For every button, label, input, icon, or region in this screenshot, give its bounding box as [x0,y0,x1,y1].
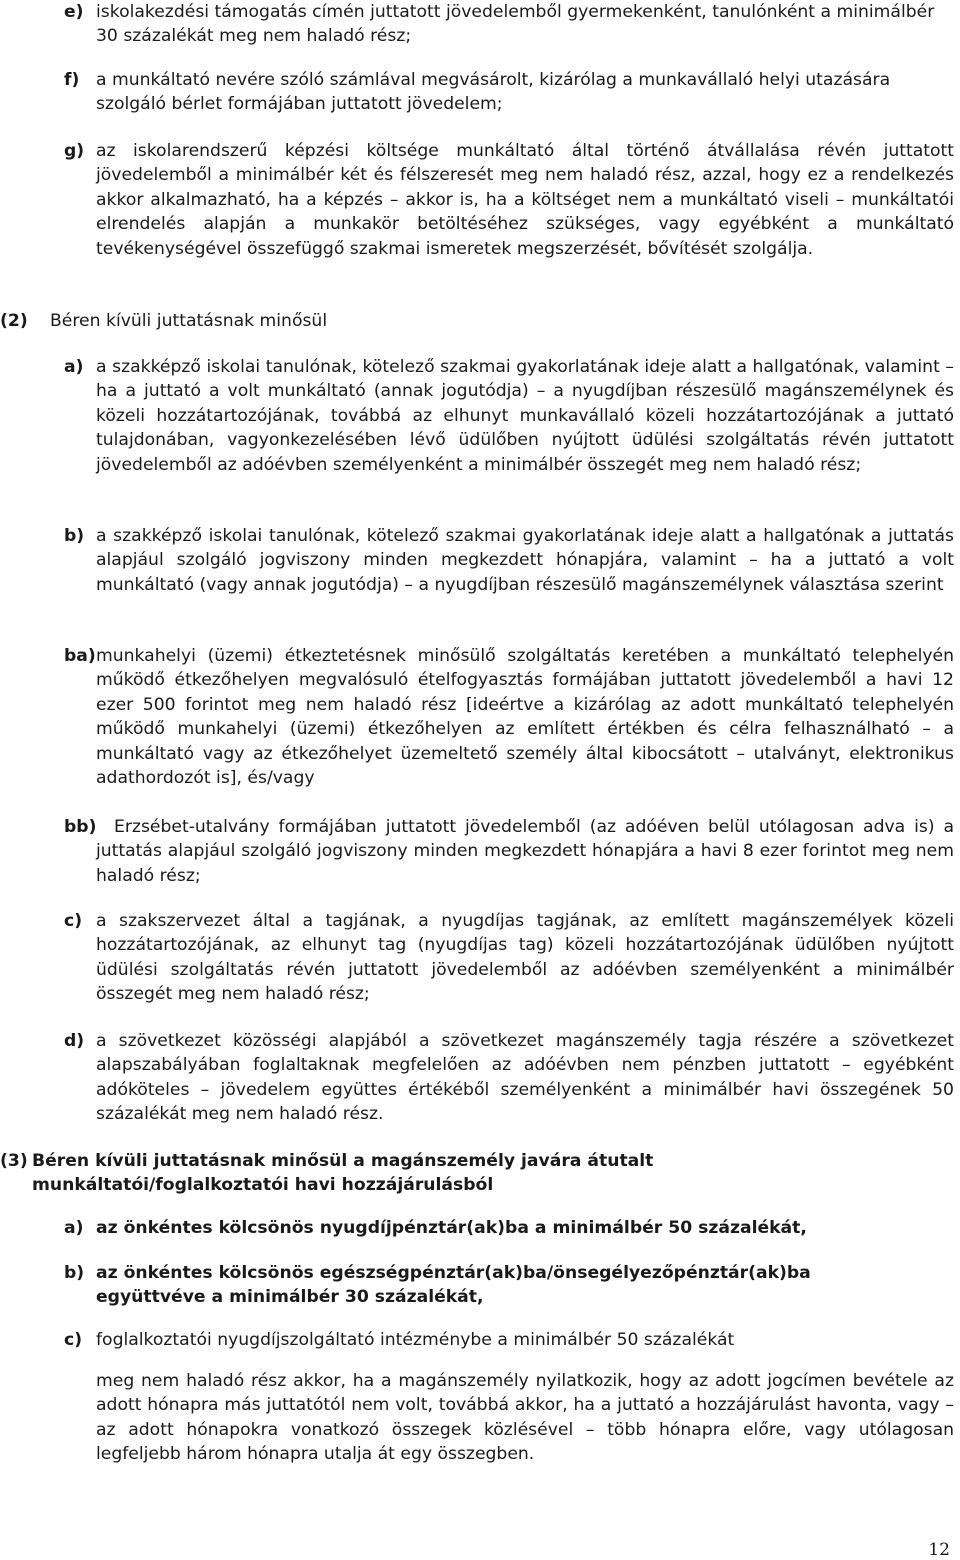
item-text: a szakképző iskolai tanulónak, kötelező szakmai gyakorlatának ideje alatt a hallgatónak, valamint – ha a juttató a volt munkáltató (annak jogutódja) – a nyugdíjban részesülő magánszemélynek és közeli hozzátartozójának, továbbá az elhunyt munkavállaló közeli hozzátartozójának a juttató tulajdonában, vagyonkezelésében lévő üdülőben nyújtott üdülési szolgáltatás révén juttatott jövedelemből az adóévben személyenként a minimálbér összegét meg nem haladó rész; [96,357,954,475]
list-item-f [0,68,960,117]
item-label: b) [64,526,85,546]
item-label: f) [64,70,80,90]
list-item-2bb [0,815,960,888]
closing-paragraph: meg nem haladó rész akkor, ha a magánszemély nyilatkozik, hogy az adott jogcímen bevétele az adott hónapra más juttatótól nem volt, továbbá akkor, ha a juttató a hozzájárulást havonta, vagy – az adott hónapokra vonatkozó összegek közlésével – több hónapra előre, vagy utólagosan legfeljebb három hónapra utalja át egy összegben. [96,1371,954,1465]
item-text: Erzsébet-utalvány formájában juttatott jövedelemből (az adóéven belül utólagosan adva is) a juttatás alapjául szolgáló jogviszony minden megkezdett hónapjára a havi 8 ezer forintot meg nem haladó rész; [96,817,954,886]
item-text: az önkéntes kölcsönös nyugdíjpénztár(ak)ba a minimálbér 50 százalékát, [96,1218,807,1238]
item-text: a szövetkezet közösségi alapjából a szövetkezet magánszemély tagja részére a szövetkezet alapszabályában foglaltaknak megfelelően az adóévben nem pénzben juttatott – egyébként adóköteles – jövedelem együttes értékéből személyenként a minimálbér havi összegének 50 százalékát meg nem haladó rész. [96,1031,954,1125]
list-item-2ba [0,644,960,790]
list-item-2c [0,909,960,1007]
list-item-2a [0,355,960,477]
item-label: ba) [64,646,96,666]
item-text: a munkáltató nevére szóló számlával megvásárolt, kizárólag a munkavállaló helyi utazására szolgáló bérlet formájában juttatott jövedelem; [96,70,891,115]
list-item-g [0,139,960,261]
item-label: c) [64,911,83,931]
item-text: iskolakezdési támogatás címén juttatott jövedelemből gyermekenként, tanulónként a minimálbér 30 százalékát meg nem haladó rész; [96,2,935,47]
item-label: bb) [64,817,97,837]
section-label: (3) [0,1151,28,1171]
item-label: e) [64,2,84,22]
list-item-2b [0,524,960,597]
section-label: (2) [0,311,28,331]
list-item-3b [0,1261,960,1310]
page-number: 12 [928,1540,950,1560]
section-heading-text: Béren kívüli juttatásnak minősül [50,311,328,331]
list-item-3a [0,1216,960,1240]
item-text: az iskolarendszerű képzési költsége munkáltató által történő átvállalása révén juttatott jövedelemből a minimálbér két és félszeresét meg nem haladó rész, azzal, hogy ez a rendelkezés akkor alkalmazható, ha a képzés – akkor is, ha a költséget nem a munkáltató viseli – munkáltatói elrendelés alapján a munkakör betöltéséhez szükséges, vagy egyébként a munkáltató tevékenységével összefüggő szakmai ismeretek megszerzését, bővítését szolgálja. [96,141,954,259]
section-3-heading [0,1149,960,1198]
section-heading-text: Béren kívüli juttatásnak minősül a magánszemély javára átutalt munkáltatói/foglalkoztatói havi hozzájárulásból [32,1151,654,1196]
item-label: c) [64,1330,83,1350]
item-text: az önkéntes kölcsönös egészségpénztár(ak)ba/önsegélyezőpénztár(ak)ba együttvéve a minimálbér 30 százalékát, [96,1263,811,1308]
item-label: a) [64,357,84,377]
item-label: a) [64,1218,84,1238]
list-item-3c [0,1328,960,1352]
list-item-e [0,0,960,49]
item-label: d) [64,1031,85,1051]
item-text: munkahelyi (üzemi) étkeztetésnek minősülő szolgáltatás keretében a munkáltató telephelyén működő étkezőhelyen megvalósuló ételfogyasztás formájában juttatott jövedelemből a havi 12 ezer 500 forintot meg nem haladó rész [ideértve a kizárólag az adott munkáltató telephelyén működő munkahelyi (üzemi) étkezőhelyen az említett értékben és célra felhasználható – a munkáltató vagy az étkezőhelyet üzemeltető személy által kibocsátott – utalványt, elektronikus adathordozót is], és/vagy [96,646,954,789]
list-item-2d [0,1029,960,1127]
item-text: foglalkoztatói nyugdíjszolgáltató intézménybe a minimálbér 50 százalékát [96,1330,735,1350]
section-2-heading [0,309,960,333]
item-label: g) [64,141,85,161]
item-label: b) [64,1263,85,1283]
item-text: a szakszervezet által a tagjának, a nyugdíjas tagjának, az említett magánszemélyek közeli hozzátartozójának, az elhunyt tag (nyugdíjas tag) közeli hozzátartozójának üdülőben nyújtott üdülési szolgáltatás révén juttatott jövedelemből az adóévben személyenként a minimálbér összegét meg nem haladó rész; [96,911,954,1005]
item-text: a szakképző iskolai tanulónak, kötelező szakmai gyakorlatának ideje alatt a hallgatónak a juttatás alapjául szolgáló jogviszony minden megkezdett hónapjára, valamint – ha a juttató a volt munkáltató (vagy annak jogutódja) – a nyugdíjban részesülő magánszemélynek választása szerint [96,526,954,595]
